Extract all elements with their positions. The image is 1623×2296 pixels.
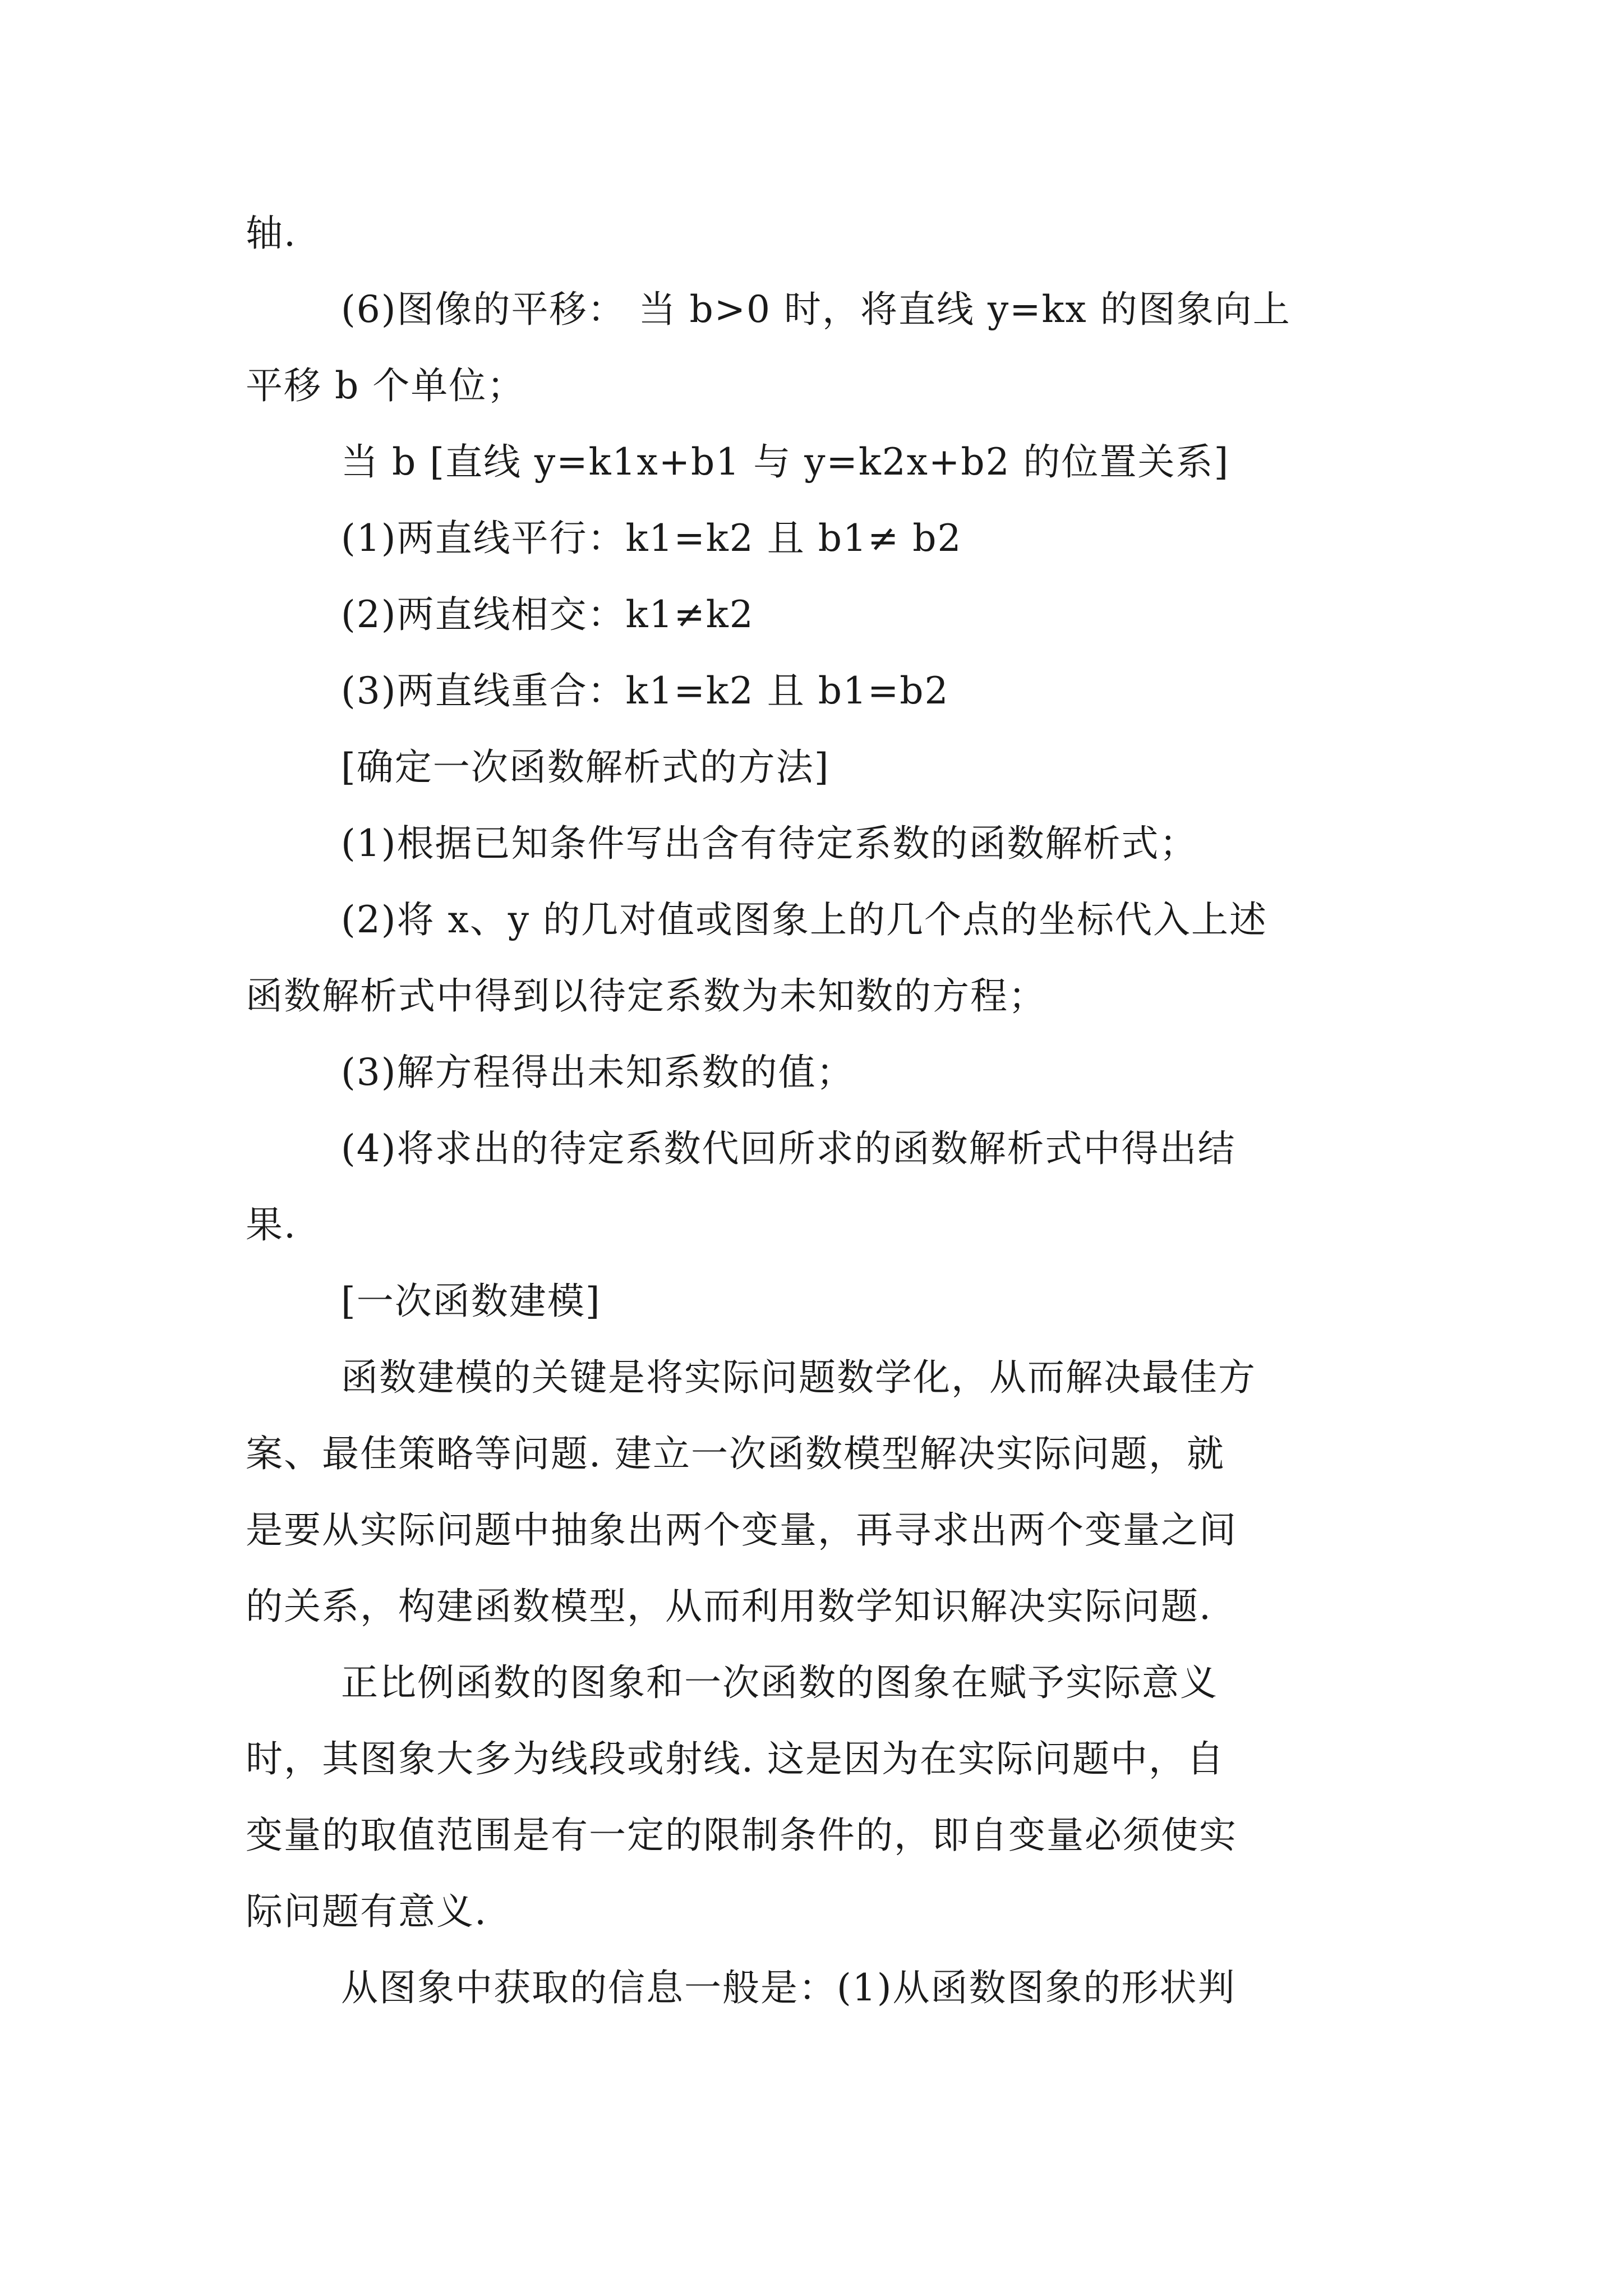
text-line: 平移 b 个单位；: [246, 364, 525, 407]
text-line: 轴.: [246, 211, 297, 255]
text-line: (4)将求出的待定系数代回所求的函数解析式中得出结: [341, 1127, 1236, 1170]
text-line: 的关系，构建函数模型，从而利用数学知识解决实际问题.: [246, 1585, 1212, 1628]
text-line: (1)两直线平行：k1=k2 且 b1≠ b2: [341, 517, 962, 560]
text-line: 果.: [246, 1203, 297, 1246]
text-line: (3)两直线重合：k1=k2 且 b1=b2: [341, 669, 949, 712]
text-line: (6)图像的平移： 当 b>0 时，将直线 y=kx 的图象向上: [341, 288, 1291, 331]
text-line: 从图象中获取的信息一般是：(1)从函数图象的形状判: [341, 1966, 1236, 2009]
text-line: 函数建模的关键是将实际问题数学化，从而解决最佳方: [341, 1356, 1256, 1399]
text-line: (1)根据已知条件写出含有待定系数的函数解析式；: [341, 822, 1198, 865]
text-line: 是要从实际问题中抽象出两个变量，再寻求出两个变量之间: [246, 1508, 1237, 1552]
text-line: 际问题有意义.: [246, 1890, 487, 1933]
text-line: 当 b [直线 y=k1x+b1 与 y=k2x+b2 的位置关系]: [341, 440, 1230, 484]
section-heading: [一次函数建模]: [341, 1280, 601, 1323]
text-line: 变量的取值范围是有一定的限制条件的，即自变量必须使实: [246, 1814, 1237, 1857]
section-heading: [确定一次函数解析式的方法]: [341, 746, 830, 789]
text-line: 时，其图象大多为线段或射线. 这是因为在实际问题中，自: [246, 1737, 1225, 1780]
text-line: 案、最佳策略等问题. 建立一次函数模型解决实际问题，就: [246, 1432, 1225, 1475]
text-line: (2)两直线相交：k1≠k2: [341, 593, 754, 636]
text-line: 函数解析式中得到以待定系数为未知数的方程；: [246, 974, 1046, 1018]
text-line: (2)将 x、y 的几对值或图象上的几个点的坐标代入上述: [341, 898, 1267, 941]
text-line: 正比例函数的图象和一次函数的图象在赋予实际意义: [341, 1661, 1218, 1704]
text-line: (3)解方程得出未知系数的值；: [341, 1051, 855, 1094]
